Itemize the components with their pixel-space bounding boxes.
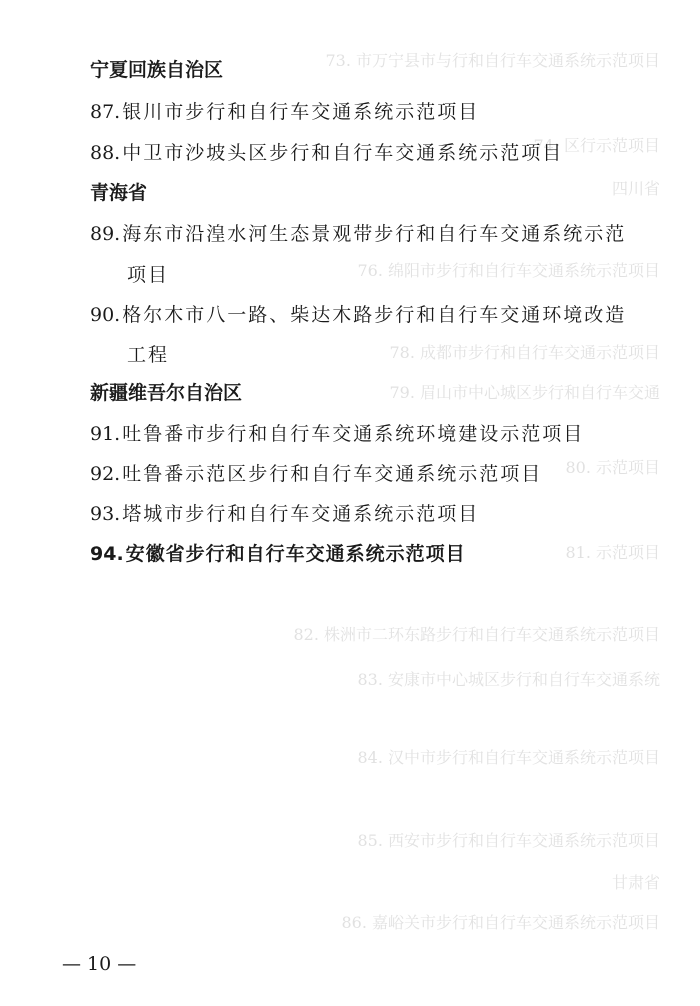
list-item: 91. 吐鲁番市步行和自行车交通系统环境建设示范项目 [90, 423, 585, 445]
section-heading-xinjiang: 新疆维吾尔自治区 [90, 382, 243, 404]
list-item-continuation: 工程 [127, 344, 170, 366]
list-item: 90. 格尔木市八一路、柴达木路步行和自行车交通环境改造 [90, 304, 627, 326]
list-item: 93. 塔城市步行和自行车交通系统示范项目 [90, 503, 480, 525]
list-item: 87. 银川市步行和自行车交通系统示范项目 [90, 101, 480, 123]
page-number: — 10 — [62, 953, 137, 975]
bleed-through-text: 73. 市万宁县市与行和自行车交通系统示范项目 74. 区行示范项目 四川省 76. 绵阳市步行和自行车交通系统示范项目 78. 成都市步行和自行车交通示范项目 79. 眉山市中心城区步行和自行车交通 80. 示范项目 81. 示范项目 82. 株洲市二环东路步行和自行车交通系统示范项目 83. 安康市中心城区步行和自行车交通系统 84. 汉中市步行和自行车交通系统示范项目 85. 西安市步行和自行车交通系统示范项目 甘肃省 86. 嘉峪关市步行和自行车交通系统示范项目 [293, 51, 660, 932]
list-item: 89. 海东市沿湟水河生态景观带步行和自行车交通系统示范 [90, 223, 627, 245]
section-heading-qinghai: 青海省 [90, 182, 148, 204]
list-item: 94. 安徽省步行和自行车交通系统示范项目 [90, 543, 466, 565]
section-heading-ningxia: 宁夏回族自治区 [90, 59, 224, 81]
list-item: 92. 吐鲁番示范区步行和自行车交通系统示范项目 [90, 463, 543, 485]
list-item-continuation: 项目 [127, 264, 170, 286]
list-item: 88. 中卫市沙坡头区步行和自行车交通系统示范项目 [90, 142, 564, 164]
